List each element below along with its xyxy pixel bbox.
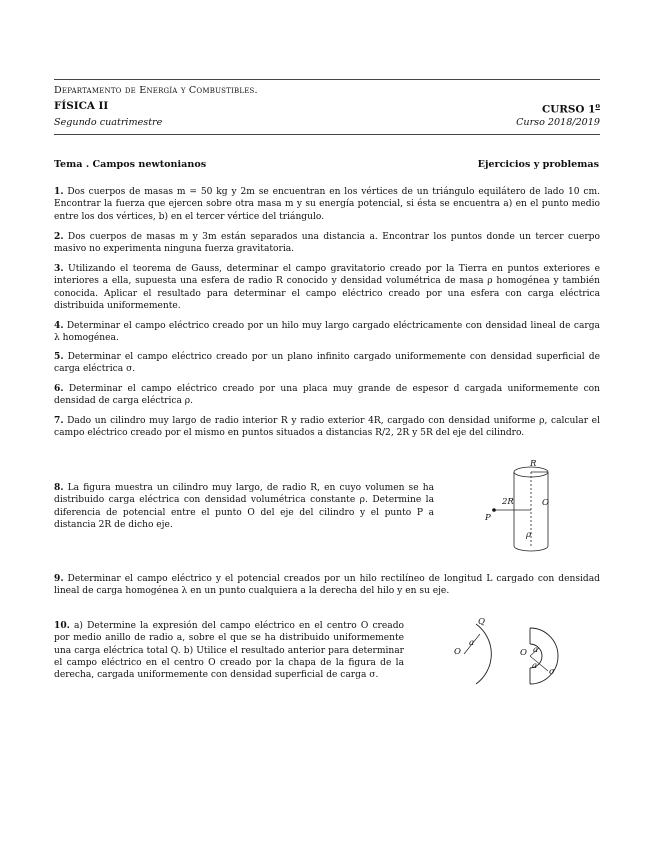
label-sigma: σ (549, 667, 555, 677)
label-a-top: a (533, 645, 539, 655)
problem-6: 6. Determinar el campo eléctrico creado por una placa muy grande de espesor d cargada uniformemente con densidad de carga eléctrica ρ. (54, 383, 600, 407)
section-kind: Ejercicios y problemas (477, 159, 599, 170)
header-top-rule (54, 79, 600, 80)
half-ring-arc (476, 624, 491, 684)
half-ring-figure (450, 612, 505, 690)
label-o-sheet: O (520, 648, 527, 658)
label-r: R (530, 459, 537, 469)
label-a: a (469, 638, 475, 648)
problem-5: 5. Determinar el campo eléctrico creado por un plano infinito cargado uniformemente con densidad superficial de carga eléctrica σ. (54, 351, 600, 375)
problem-2: 2. Dos cuerpos de masas m y 3m están separados una distancia a. Encontrar los puntos donde un tercer cuerpo masivo no experimenta ninguna fuerza gravitatoria. (54, 231, 600, 255)
charged-sheet-figure (518, 620, 588, 690)
point-p-dot (492, 508, 496, 512)
label-o: O (542, 498, 549, 508)
problem-10: 10. a) Determine la expresión del campo eléctrico en el centro O creado por medio anillo de radio a, sobre el que se ha distribuido uniformemente una carga eléctrica total Q. b) Utilice el resultado anterior para determinar el campo eléctrico en el centro O creado por la chapa de la figura de la derecha, cargada uniformemente con densidad superficial de carga σ. (54, 620, 404, 681)
problem-9: 9. Determinar el campo eléctrico y el potencial creados por un hilo rectilíneo de longitud L cargado con densidad lineal de carga homogénea λ en un punto cualquiera a la derecha del hilo y en su eje. (54, 573, 600, 597)
department-name: Departamento de Energía y Combustibles. (54, 85, 258, 96)
label-rho: ρ (526, 530, 531, 540)
header-bottom-rule (54, 134, 600, 135)
problem-7: 7. Dado un cilindro muy largo de radio interior R y radio exterior 4R, cargado con densidad uniforme ρ, calcular el campo eléctrico creado por el mismo en puntos situados a distancias R/2, 2R y 5R del eje del cilindro. (54, 415, 600, 439)
course-level: CURSO 1$^o$ (541, 101, 600, 116)
semester-label: Segundo cuatrimestre (54, 117, 163, 128)
label-p: P (485, 513, 491, 523)
problem-4: 4. Determinar el campo eléctrico creado por un hilo muy largo cargado eléctricamente con densidad lineal de carga λ homogénea. (54, 320, 600, 344)
problem-3: 3. Utilizando el teorema de Gauss, determinar el campo gravitatorio creado por la Tierra en puntos exteriores e interiores a ella, supuesta una esfera de radio R conocido y densidad volumétrica de masa ρ homogénea y también conocida. Aplicar el resultado para determinar el campo eléctrico creado por una esfera con carga eléctrica distribuida uniformemente. (54, 263, 600, 312)
subject-title: FÍSICA II (54, 100, 109, 112)
label-q: Q (478, 617, 485, 627)
label-2r: 2R (502, 497, 514, 507)
cylinder-bottom-arc (514, 546, 548, 551)
cylinder-figure (476, 454, 586, 562)
academic-year: Curso 2018/2019 (516, 117, 600, 128)
label-a-bottom: a (532, 661, 538, 671)
problem-1: 1. Dos cuerpos de masas m = 50 kg y 2m se encuentran en los vértices de un triángulo equilátero de lado 10 cm. Encontrar la fuerza que ejercen sobre otra masa m y su energía potencial, si ésta se encuentra a) en el punto medio entre los dos vértices, b) en el tercer vértice del triángulo. (54, 186, 600, 222)
problem-8: 8. La figura muestra un cilindro muy largo, de radio R, en cuyo volumen se ha distribuido carga eléctrica con densidad volumétrica constante ρ. Determine la diferencia de potencial entre el punto O del eje del cilindro y el punto P a distancia 2R de dicho eje. (54, 482, 434, 531)
topic-title: Tema . Campos newtonianos (54, 159, 207, 170)
label-o-ring: O (454, 647, 461, 657)
